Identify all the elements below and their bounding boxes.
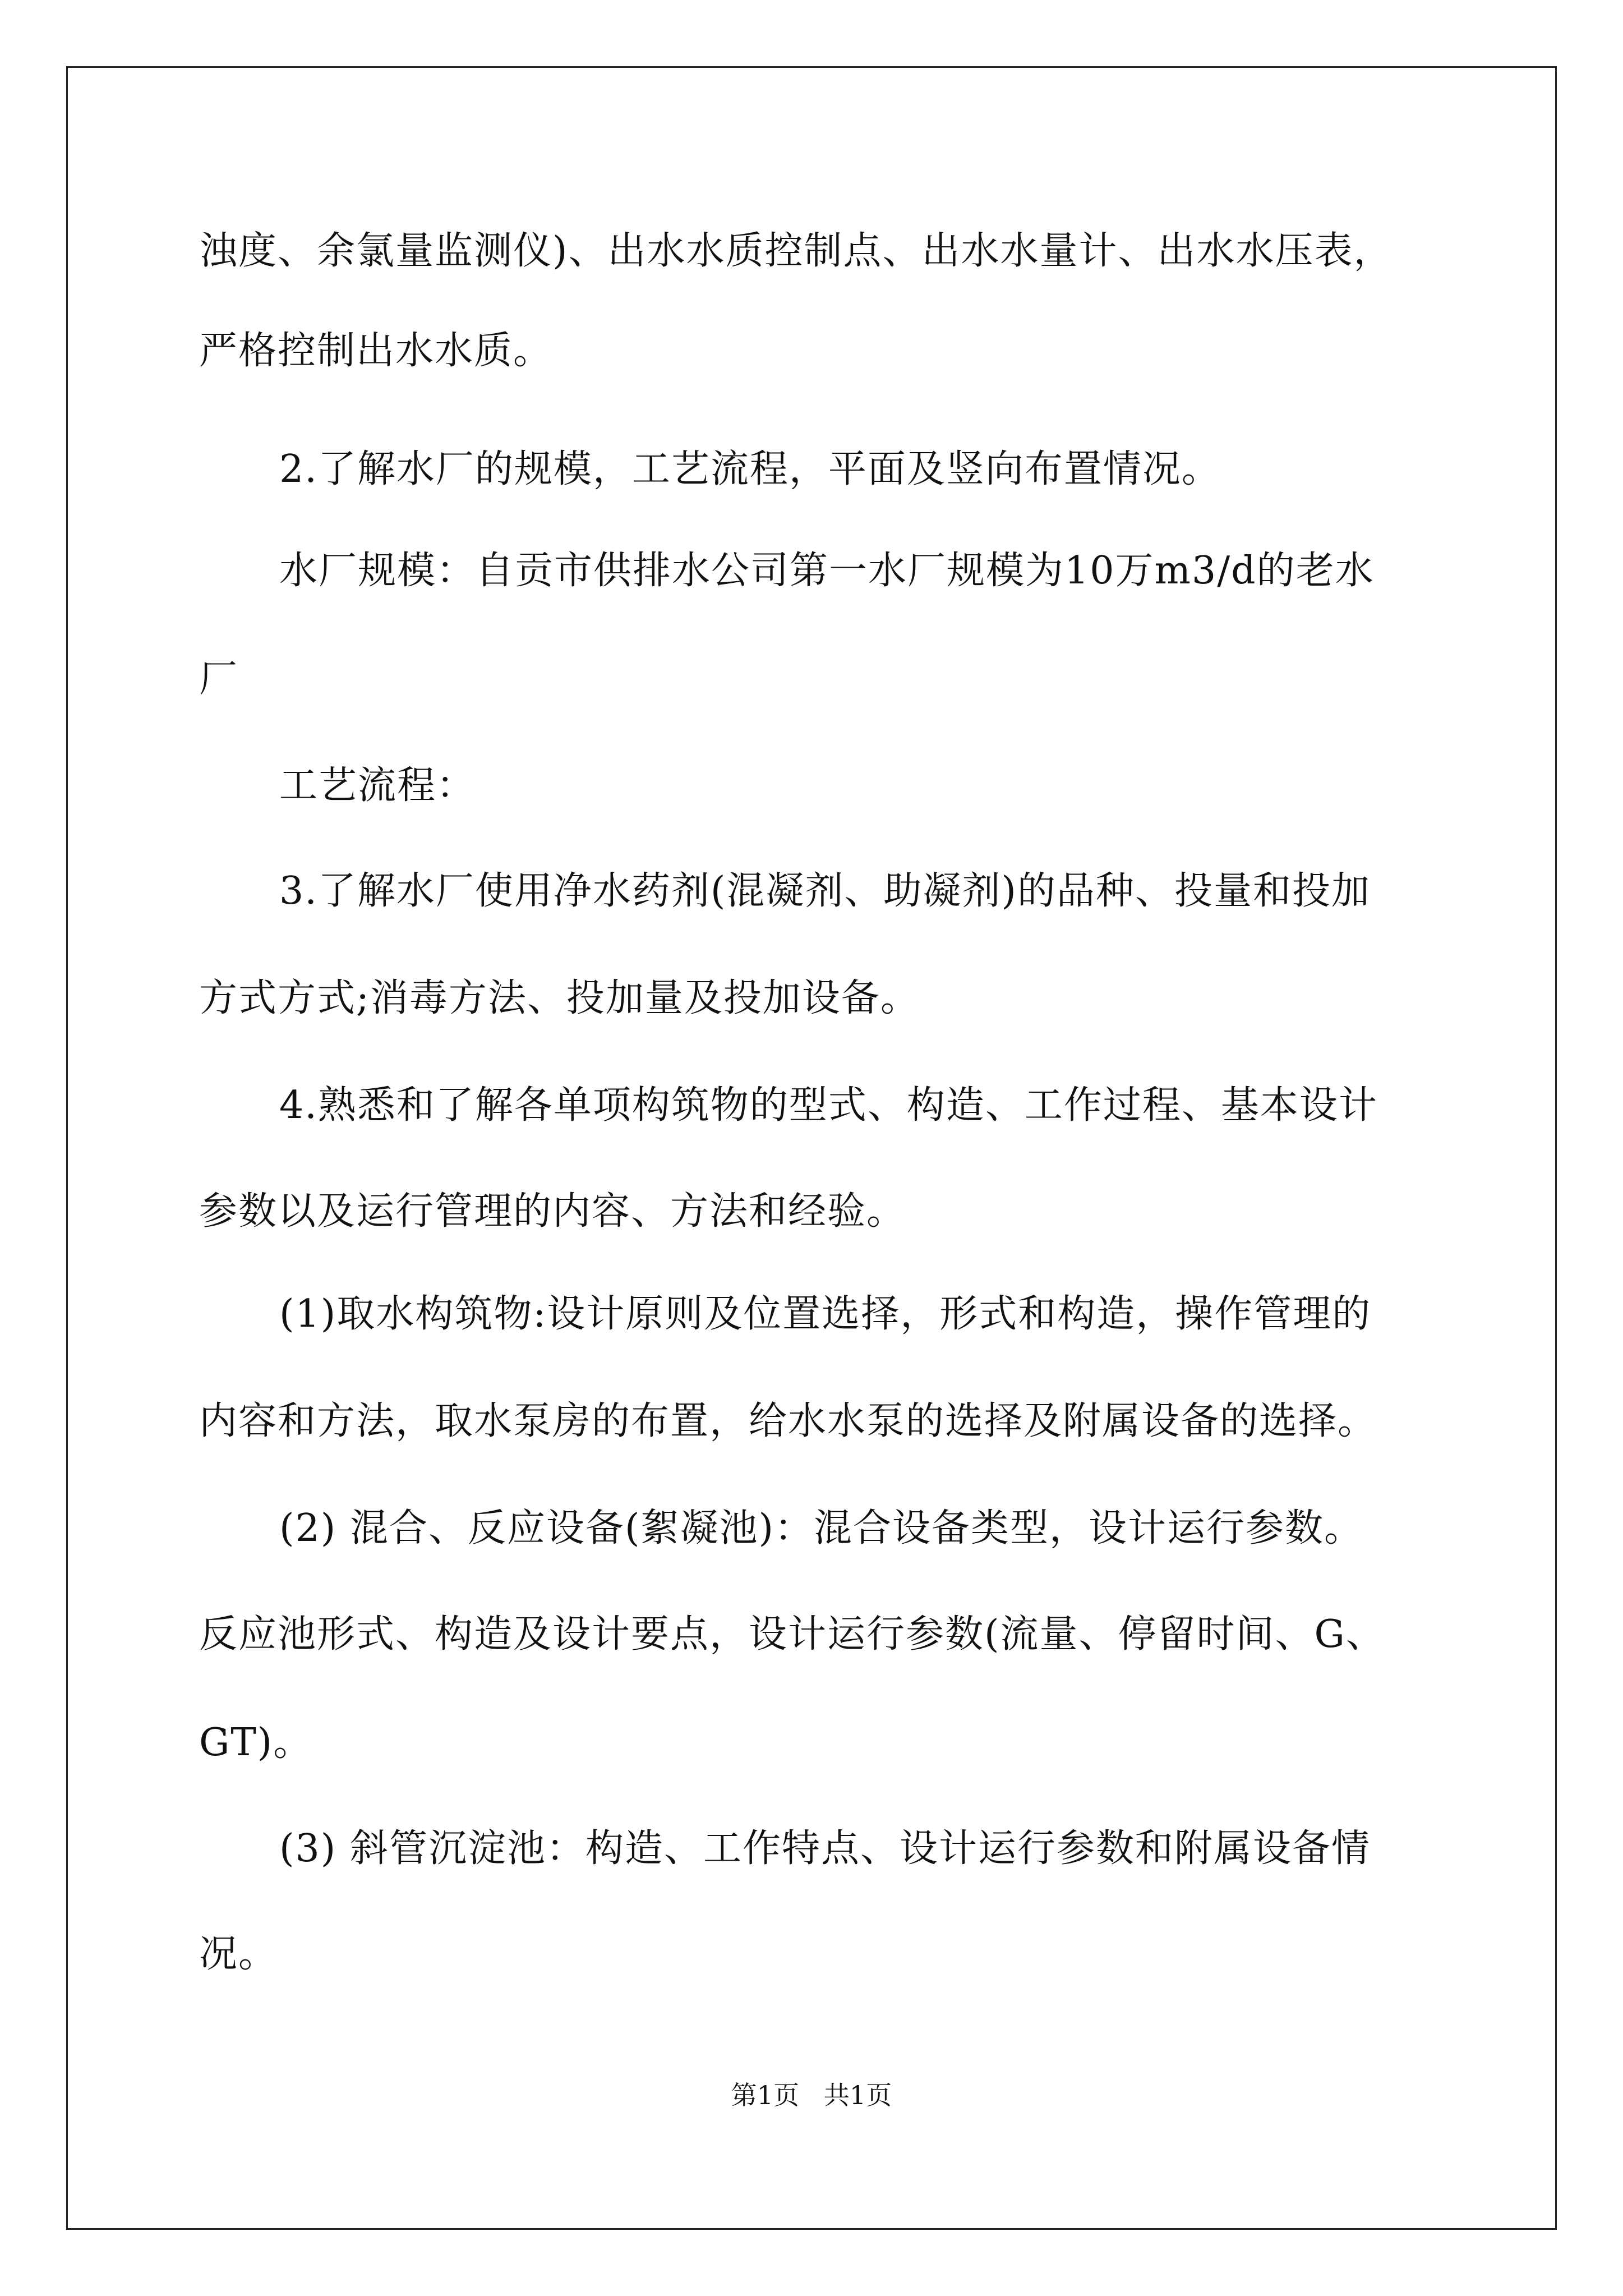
text-line: 3.了解水厂使用净水药剂(混凝剂、助凝剂)的品种、投量和投加 [279, 869, 1371, 913]
text-line: 工艺流程： [279, 763, 476, 808]
text-line: 厂 [199, 657, 239, 701]
text-line: 2.了解水厂的规模，工艺流程，平面及竖向布置情况。 [279, 447, 1221, 491]
text-line: 4.熟悉和了解各单项构筑物的型式、构造、工作过程、基本设计 [279, 1083, 1378, 1128]
page-footer: 第1页 共1页 [731, 2080, 892, 2110]
text-line: 严格控制出水水质。 [199, 329, 553, 373]
text-line: 况。 [199, 1932, 278, 1976]
text-line: 水厂规模：自贡市供排水公司第一水厂规模为10万m3/d的老水 [279, 549, 1375, 593]
text-line: (3) 斜管沉淀池：构造、工作特点、设计运行参数和附属设备情 [279, 1826, 1371, 1871]
text-line: (2) 混合、反应设备(絮凝池)：混合设备类型，设计运行参数。 [279, 1506, 1363, 1550]
text-line: 内容和方法，取水泵房的布置，给水水泵的选择及附属设备的选择。 [199, 1399, 1377, 1443]
page-border [66, 66, 1557, 2230]
text-line: GT)。 [199, 1720, 313, 1765]
text-line: 反应池形式、构造及设计要点，设计运行参数(流量、停留时间、G、 [199, 1612, 1385, 1657]
text-line: 方式方式;消毒方法、投加量及投加设备。 [199, 976, 920, 1020]
text-line: (1)取水构筑物:设计原则及位置选择，形式和构造，操作管理的 [279, 1292, 1372, 1336]
text-line: 参数以及运行管理的内容、方法和经验。 [199, 1189, 906, 1234]
text-line: 浊度、余氯量监测仪)、出水水质控制点、出水水量计、出水水压表， [199, 229, 1393, 273]
